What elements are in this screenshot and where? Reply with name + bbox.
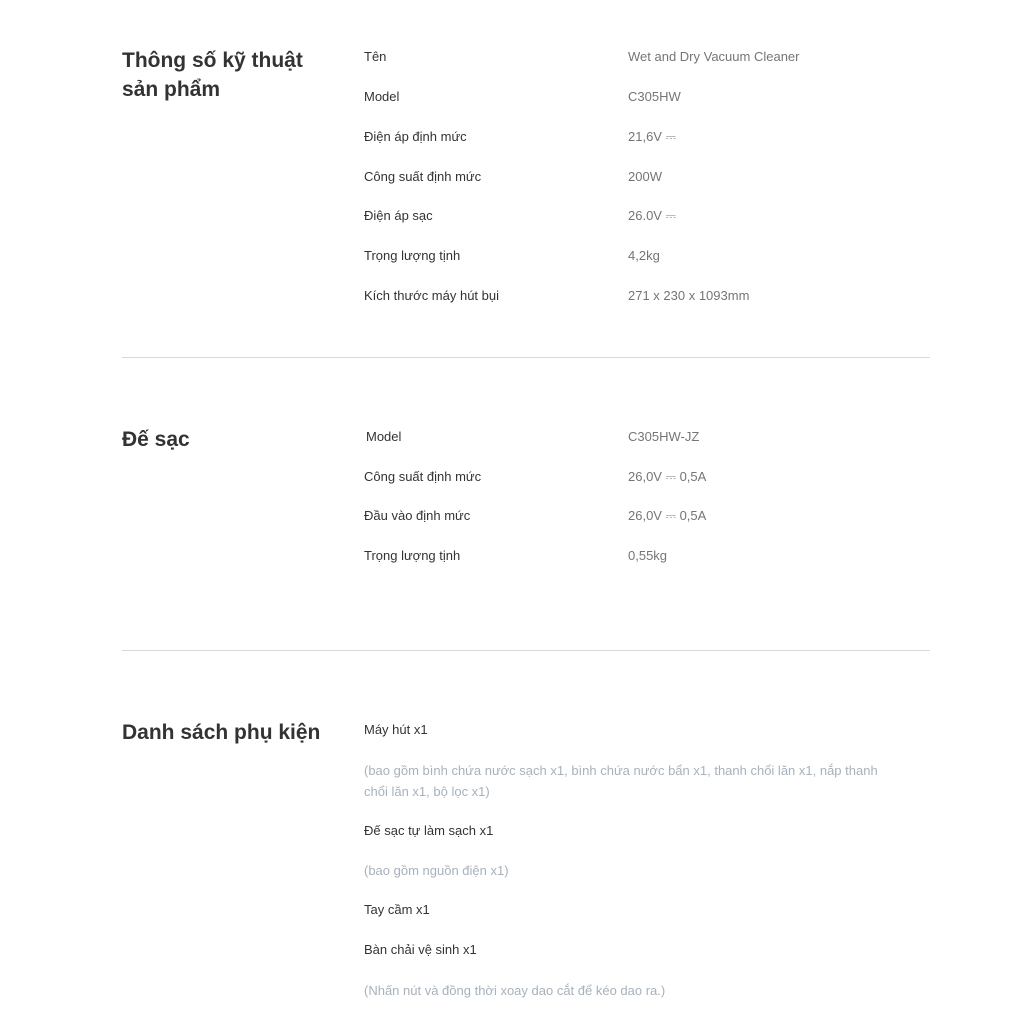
spec-label-model: Model bbox=[364, 89, 400, 104]
divider bbox=[122, 650, 930, 651]
spec-label-rated-voltage: Điện áp định mức bbox=[364, 129, 467, 144]
spec-value-charging-voltage: 26.0V ⎓ bbox=[628, 208, 676, 223]
spec-label-dimensions: Kích thước máy hút bụi bbox=[364, 288, 500, 303]
dock-label-rated-power: Công suất định mức bbox=[364, 469, 482, 484]
accessory-item: Máy hút x1 bbox=[364, 722, 428, 737]
accessory-item: Đế sạc tự làm sạch x1 bbox=[364, 823, 494, 838]
dock-value-rated-power: 26,0V ⎓ 0,5A bbox=[628, 469, 707, 484]
dock-title: Đế sạc bbox=[122, 428, 190, 451]
spec-value-model: C305HW bbox=[628, 89, 681, 104]
spec-value-net-weight: 4,2kg bbox=[628, 248, 660, 263]
dock-value-net-weight: 0,55kg bbox=[628, 548, 668, 563]
specs-title-line2: sản phẩm bbox=[122, 78, 221, 101]
spec-value-rated-power: 200W bbox=[628, 169, 662, 184]
spec-value-rated-voltage: 21,6V ⎓ bbox=[628, 129, 676, 144]
dock-value-rated-input: 26,0V ⎓ 0,5A bbox=[628, 508, 707, 523]
dock-value-model: C305HW-JZ bbox=[628, 429, 700, 444]
dock-label-net-weight: Trọng lượng tịnh bbox=[364, 548, 461, 563]
divider bbox=[122, 357, 930, 358]
spec-value-name: Wet and Dry Vacuum Cleaner bbox=[628, 49, 800, 64]
spec-label-name: Tên bbox=[364, 49, 387, 64]
accessory-note: (bao gồm nguồn điện x1) bbox=[364, 863, 509, 878]
specs-title-line1: Thông số kỹ thuật bbox=[122, 49, 303, 72]
spec-value-dimensions: 271 x 230 x 1093mm bbox=[628, 288, 750, 303]
dock-label-model: Model bbox=[366, 429, 402, 444]
accessory-note: (bao gồm bình chứa nước sạch x1, bình chứa nước bẩn x1, thanh chổi lăn x1, nắp thanh chổi lăn x1, bộ lọc x1) bbox=[364, 763, 878, 799]
accessory-item: Tay cầm x1 bbox=[364, 902, 430, 917]
spec-label-net-weight: Trọng lượng tịnh bbox=[364, 248, 461, 263]
accessory-item: Bàn chải vệ sinh x1 bbox=[364, 942, 477, 957]
accessories-title: Danh sách phụ kiện bbox=[122, 721, 321, 744]
spec-label-charging-voltage: Điện áp sạc bbox=[364, 208, 433, 223]
specs-title bbox=[122, 46, 303, 104]
accessory-note: (Nhấn nút và đồng thời xoay dao cắt để kéo dao ra.) bbox=[364, 983, 666, 998]
dock-label-rated-input: Đầu vào định mức bbox=[364, 508, 471, 523]
spec-label-rated-power: Công suất định mức bbox=[364, 169, 482, 184]
